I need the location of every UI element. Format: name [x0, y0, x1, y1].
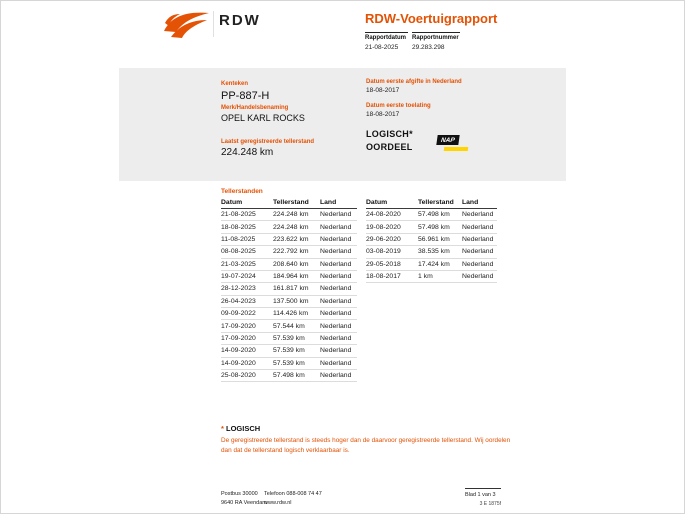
odometer-cell: 17-09-2020 [221, 332, 273, 344]
odometer-row [221, 246, 357, 258]
odometer-table-right [366, 197, 497, 283]
footnote-body: De geregistreerde tellerstand is steeds hoger dan de daarvoor geregistreerde tellerstand. Wij oordelen dan dat de tellerstand logisch verklaarbaar is. [221, 437, 511, 454]
first-admission-date-label: Datum eerste toelating [366, 103, 431, 109]
odometer-cell: 57.498 km [418, 209, 462, 221]
odometer-cell: 224.248 km [273, 209, 320, 221]
odometer-row [221, 233, 357, 245]
odometer-cell: 09-09-2022 [221, 308, 273, 320]
odometer-cell: 56.961 km [418, 233, 462, 245]
odometer-cell: 26-04-2023 [221, 295, 273, 307]
odometer-cell: 25-08-2020 [221, 369, 273, 381]
odometer-row [221, 357, 357, 369]
judgement-line2: OORDEEL [366, 141, 413, 152]
odometer-cell: 57.539 km [273, 345, 320, 357]
odometer-cell: Nederland [320, 369, 357, 381]
odometer-row [221, 270, 357, 282]
table-header-row [221, 197, 357, 209]
odometer-cell: Nederland [320, 308, 357, 320]
odometer-cell: 19-08-2020 [366, 221, 418, 233]
odometer-row [221, 320, 357, 332]
odometer-cell: 29-05-2018 [366, 258, 418, 270]
odometer-row [366, 270, 497, 282]
make-model-value: OPEL KARL ROCKS [221, 113, 305, 123]
odometer-cell: 57.544 km [273, 320, 320, 332]
odometer-row [366, 246, 497, 258]
odometer-cell: Nederland [320, 283, 357, 295]
odometer-cell: 24-08-2020 [366, 209, 418, 221]
odometer-cell: 29-06-2020 [366, 233, 418, 245]
odometer-cell: Nederland [320, 221, 357, 233]
rdw-logo-icon [163, 9, 211, 39]
odometer-cell: 222.792 km [273, 246, 320, 258]
odometer-judgement [366, 128, 413, 153]
judgement-line1: LOGISCH* [366, 129, 413, 139]
column-header: Datum [366, 197, 418, 209]
nap-logo-yellow-bar [444, 147, 469, 151]
report-date-block [365, 32, 408, 51]
report-number-value: 29.283.298 [412, 44, 445, 51]
odometer-cell: 114.426 km [273, 308, 320, 320]
odometer-cell: 57.539 km [273, 357, 320, 369]
odometer-cell: 08-08-2025 [221, 246, 273, 258]
odometer-cell: 14-09-2020 [221, 357, 273, 369]
logo-divider [213, 11, 214, 37]
first-issue-date-label: Datum eerste afgifte in Nederland [366, 79, 462, 85]
odometer-cell: 38.535 km [418, 246, 462, 258]
column-header: Land [320, 197, 357, 209]
odometer-row [366, 233, 497, 245]
page-number: Blad 1 van 3 [465, 492, 496, 498]
odometer-cell: Nederland [320, 209, 357, 221]
odometer-row [221, 295, 357, 307]
odometer-cell: 57.498 km [273, 369, 320, 381]
footnote-title [221, 424, 513, 433]
footer-contact [264, 490, 322, 509]
odometer-cell: 21-03-2025 [221, 258, 273, 270]
odometer-row [366, 221, 497, 233]
odometer-cell: Nederland [320, 332, 357, 344]
odometer-cell: Nederland [320, 270, 357, 282]
odometer-row [221, 369, 357, 381]
odometer-table-left [221, 197, 357, 382]
page-title: RDW-Voertuigrapport [365, 11, 498, 26]
odometer-cell: Nederland [462, 209, 497, 221]
odometer-cell: 18-08-2025 [221, 221, 273, 233]
odometer-cell: 224.248 km [273, 221, 320, 233]
license-plate-label: Kenteken [221, 81, 249, 87]
odometer-cell: 19-07-2024 [221, 270, 273, 282]
footer-address [221, 490, 267, 509]
footer-phone: Telefoon 088-008 74 47 [264, 491, 322, 497]
odometer-cell: Nederland [462, 221, 497, 233]
odometer-section-label: Tellerstanden [221, 188, 263, 195]
vehicle-summary-panel [119, 68, 566, 181]
footnote-asterisk: * [221, 424, 224, 433]
footer-website: www.rdw.nl [264, 500, 292, 507]
odometer-cell: 57.539 km [273, 332, 320, 344]
odometer-cell: 223.622 km [273, 233, 320, 245]
odometer-row [221, 283, 357, 295]
odometer-cell: Nederland [320, 357, 357, 369]
odometer-cell: 11-08-2025 [221, 233, 273, 245]
last-odometer-value: 224.248 km [221, 147, 274, 158]
odometer-cell: Nederland [462, 258, 497, 270]
odometer-cell: Nederland [462, 246, 497, 258]
logo-wordmark: RDW [219, 12, 261, 29]
odometer-row [221, 345, 357, 357]
odometer-cell: Nederland [320, 246, 357, 258]
odometer-row [221, 308, 357, 320]
odometer-row [366, 258, 497, 270]
report-meta [365, 32, 460, 51]
odometer-cell: Nederland [320, 258, 357, 270]
odometer-row [221, 209, 357, 221]
odometer-cell: 17-09-2020 [221, 320, 273, 332]
odometer-cell: Nederland [462, 270, 497, 282]
odometer-cell: 161.817 km [273, 283, 320, 295]
odometer-cell: 18-08-2017 [366, 270, 418, 282]
odometer-cell: 184.964 km [273, 270, 320, 282]
license-plate-value: PP-887-H [221, 90, 270, 102]
report-number-block [412, 32, 460, 51]
odometer-cell: 137.500 km [273, 295, 320, 307]
report-date-value: 21-08-2025 [365, 44, 399, 51]
logisch-footnote [221, 424, 513, 456]
odometer-cell: 208.640 km [273, 258, 320, 270]
report-number-label: Rapportnummer [412, 35, 459, 41]
report-date-label: Rapportdatum [365, 35, 406, 41]
odometer-cell: 17.424 km [418, 258, 462, 270]
odometer-cell: 14-09-2020 [221, 345, 273, 357]
table-header-row [366, 197, 497, 209]
odometer-row [221, 332, 357, 344]
column-header: Land [462, 197, 497, 209]
footer-address-line2: 9640 RA Veendam [221, 500, 267, 507]
footer-pagination [465, 488, 501, 509]
nap-logo-text: NAP [436, 135, 459, 145]
odometer-cell: 1 km [418, 270, 462, 282]
first-issue-date-value: 18-08-2017 [366, 87, 400, 94]
nap-logo-icon [437, 128, 469, 144]
odometer-cell: Nederland [320, 320, 357, 332]
last-odometer-label: Laatst geregistreerde tellerstand [221, 139, 315, 145]
odometer-cell: Nederland [320, 345, 357, 357]
document-code: 3 E 1875f [479, 501, 501, 508]
odometer-row [366, 209, 497, 221]
odometer-cell: 03-08-2019 [366, 246, 418, 258]
odometer-cell: Nederland [320, 233, 357, 245]
column-header: Tellerstand [418, 197, 462, 209]
odometer-row [221, 258, 357, 270]
odometer-cell: 57.498 km [418, 221, 462, 233]
odometer-cell: 28-12-2023 [221, 283, 273, 295]
column-header: Tellerstand [273, 197, 320, 209]
make-model-label: Merk/Handelsbenaming [221, 105, 289, 111]
footer-address-line1: Postbus 30000 [221, 491, 258, 497]
odometer-row [221, 221, 357, 233]
footnote-title-text: LOGISCH [223, 424, 261, 433]
odometer-cell: Nederland [462, 233, 497, 245]
column-header: Datum [221, 197, 273, 209]
odometer-cell: Nederland [320, 295, 357, 307]
first-admission-date-value: 18-08-2017 [366, 111, 400, 118]
odometer-cell: 21-08-2025 [221, 209, 273, 221]
